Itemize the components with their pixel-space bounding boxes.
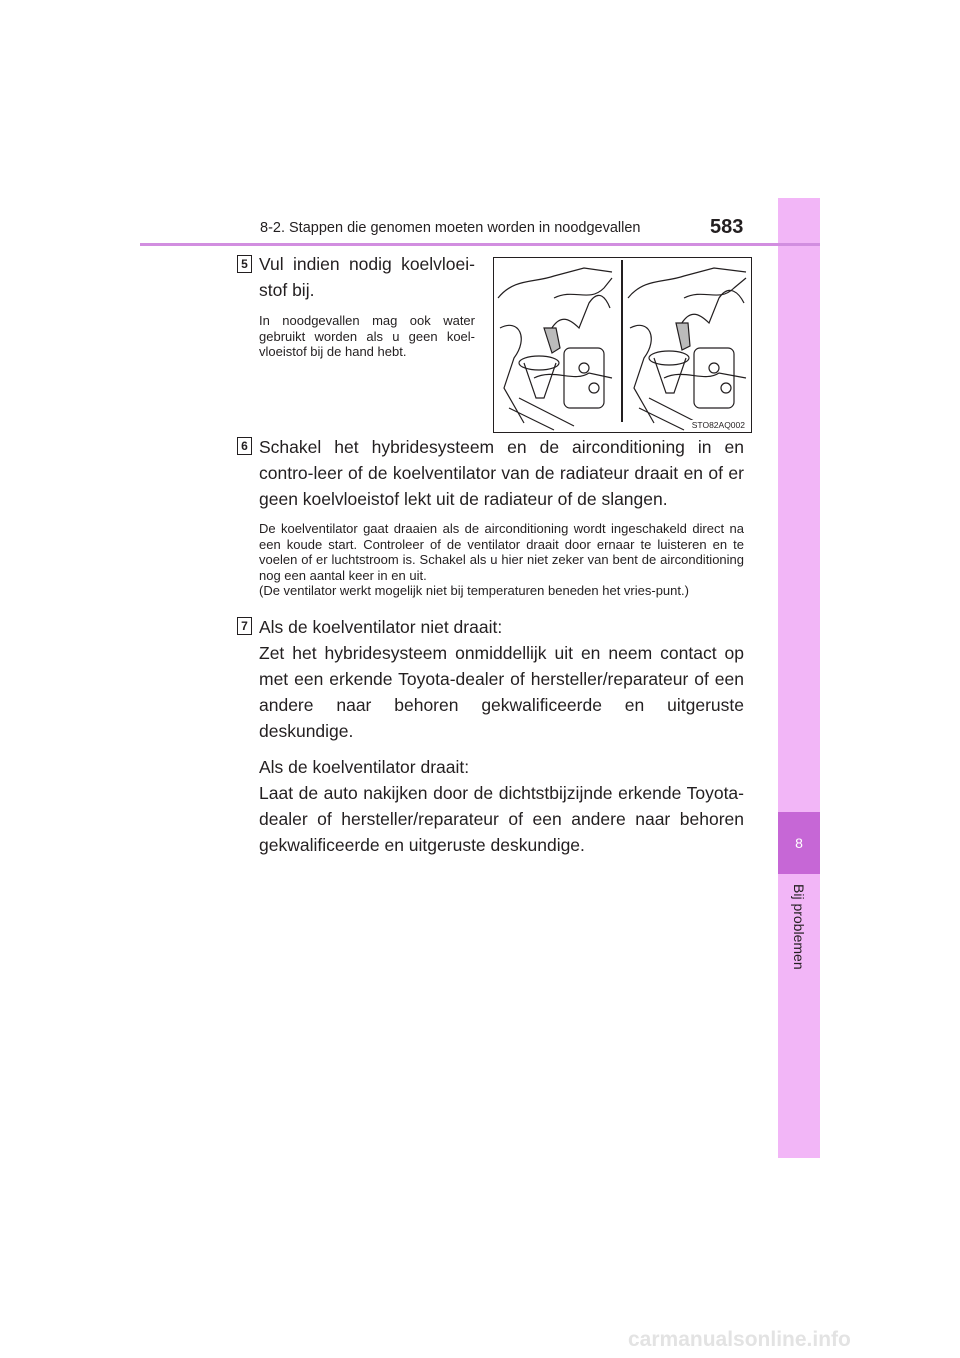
coolant-refill-illustration [493, 257, 752, 433]
step-7-case1-text: Zet het hybridesysteem onmiddellijk uit en neem contact op met een erkende Toyota-dealer of hersteller/reparateur of een andere naar behoren gekwalificeerde en uitgeruste deskundige. [259, 643, 744, 741]
step-6-instruction: Schakel het hybridesysteem en de airconditioning in en contro-leer of de koelventilator van de radiateur draait en of er geen koelvloeistof lekt uit de radiateur of de slangen. [259, 437, 744, 509]
step-badge-6: 6 [237, 437, 252, 455]
step-6-block [259, 434, 744, 599]
step-7-block [259, 614, 744, 858]
step-6-note-frost: (De ventilator werkt mogelijk niet bij temperaturen beneden het vries-punt.) [259, 583, 689, 598]
step-7-case2-title: Als de koelventilator draait: [259, 757, 470, 777]
step-6-note: De koelventilator gaat draaien als de airconditioning wordt ingeschakeld direct na een koude start. Controleer of de ventilator draait door ernaar te luisteren en te voelen of er luchtstroom is. Schakel als u hier niet zeker van bent de airconditioning nog een aantal keer in en uit. [259, 521, 744, 583]
page-number: 583 [710, 216, 744, 238]
coolant-illustration-drawing [494, 258, 751, 432]
step-5-block [259, 251, 475, 360]
section-header: 8-2. Stappen die genomen moeten worden in noodgevallen [260, 220, 641, 236]
step-badge-5: 5 [237, 255, 252, 273]
step-7-case2-text: Laat de auto nakijken door de dichtstbijzijnde erkende Toyota-dealer of hersteller/reparateur of een andere naar behoren gekwalificeerde en uitgeruste deskundige. [259, 783, 744, 855]
step-badge-7: 7 [237, 617, 252, 635]
chapter-title: Bij problemen [791, 884, 807, 970]
chapter-side-tab [778, 198, 820, 1158]
step-5-note: In noodgevallen mag ook water gebruikt worden als u geen koel-vloeistof bij de hand hebt. [259, 313, 475, 359]
watermark: carmanualsonline.info [628, 1328, 851, 1351]
step-5-instruction: Vul indien nodig koelvloei-stof bij. [259, 254, 475, 300]
step-7-case1-title: Als de koelventilator niet draait: [259, 617, 503, 637]
chapter-number: 8 [778, 812, 820, 874]
illustration-code: STO82AQ002 [691, 420, 745, 430]
header-divider [140, 243, 820, 246]
